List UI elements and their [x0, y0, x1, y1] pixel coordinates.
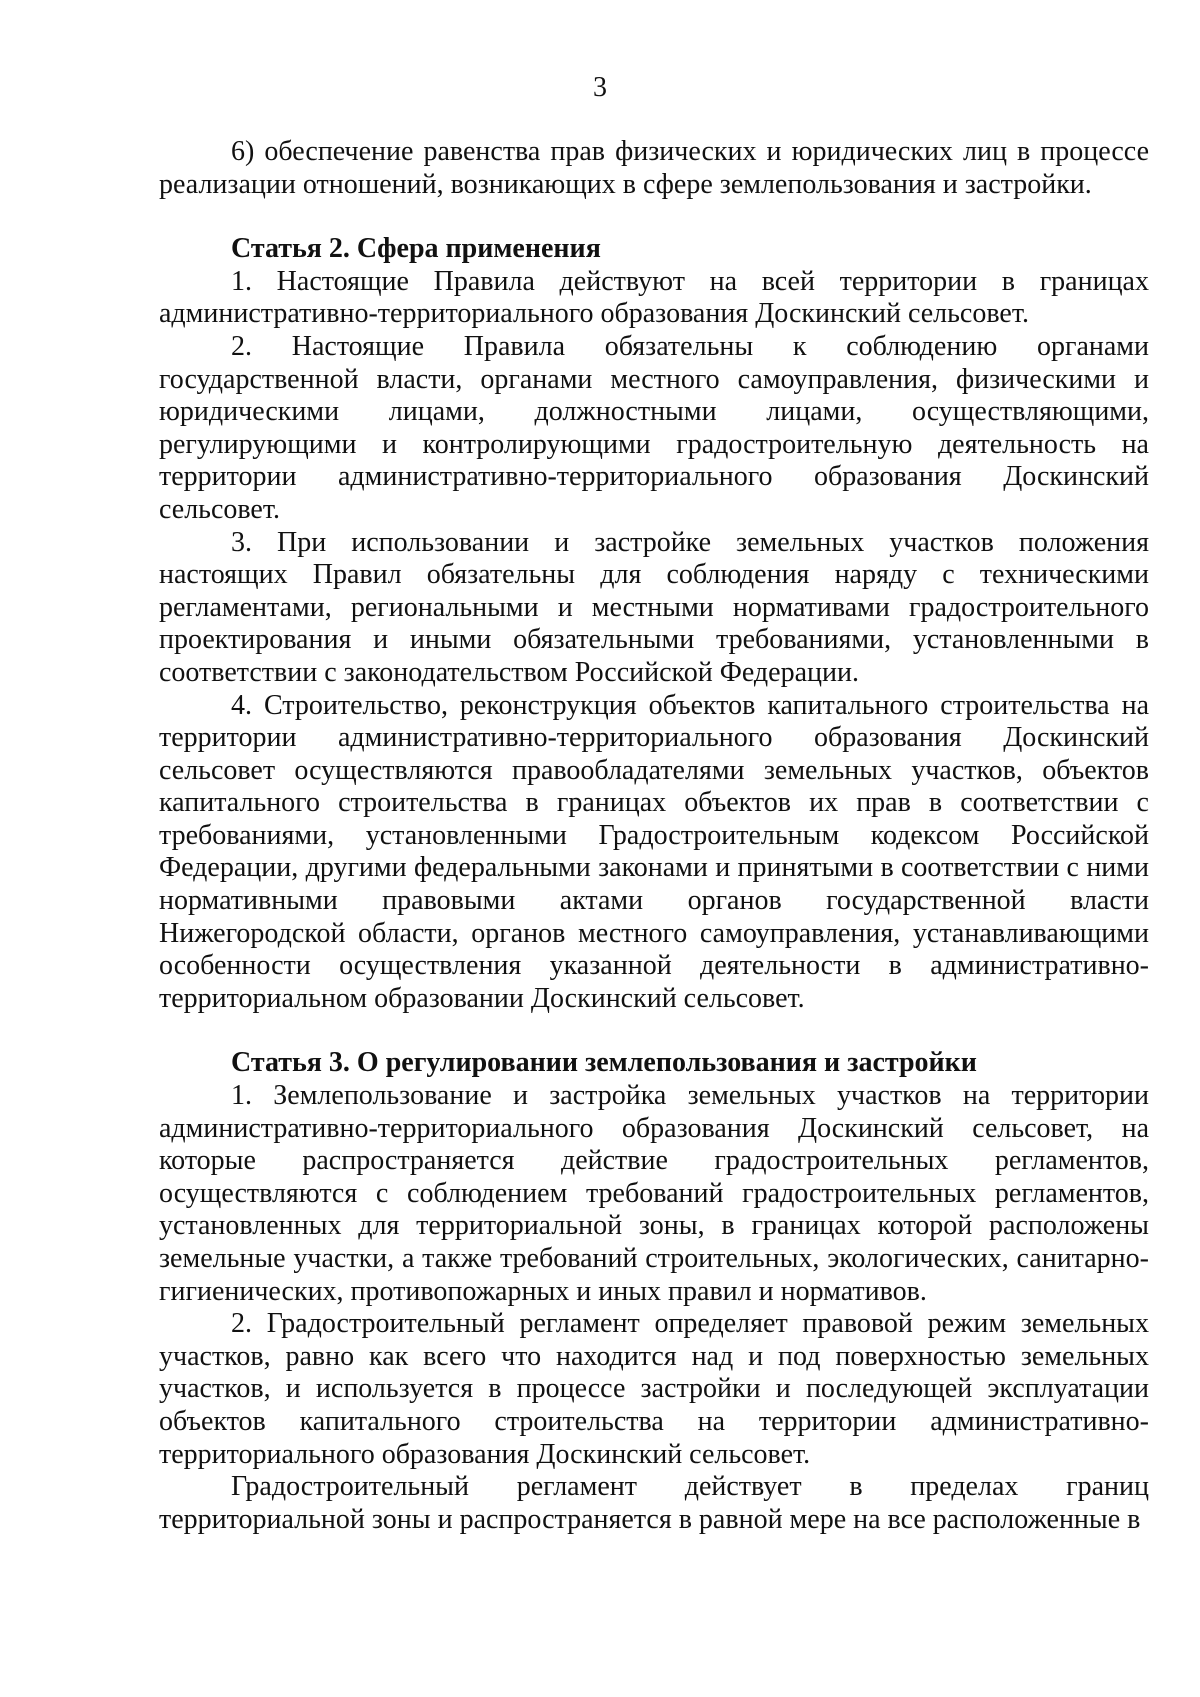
article-heading: Статья 2. Сфера применения	[231, 233, 601, 265]
paragraph: 6) обеспечение равенства прав физических и юридических лиц в процессе реализации отношений, возникающих в сфере землепользования и застройки.	[159, 136, 1149, 200]
paragraph: 3. При использовании и застройке земельных участков положения настоящих Правил обязательны для соблюдения наряду с техническими регламентами, региональными и местными нормативами градостроительного проектирования и иными обязательными требованиями, установленными в соответствии с законодательством Российской Федерации.	[159, 526, 1149, 688]
paragraph: 1. Землепользование и застройка земельных участков на территории административно-территориального образования Доскинский сельсовет, на которые распространяется действие градостроительных регламентов, осуществляются с соблюдением требований градостроительных регламентов, установленных для территориальной зоны, в границах которой расположены земельные участки, а также требований строительных, экологических, санитарно-гигиенических, противопожарных и иных правил и нормативов.	[159, 1080, 1149, 1307]
document-body	[159, 136, 1149, 1536]
paragraph: Градостроительный регламент действует в пределах границ территориальной зоны и распространяется в равной мере на все расположенные в	[159, 1471, 1149, 1535]
page-number: 3	[593, 72, 607, 103]
article-heading: Статья 3. О регулировании землепользования и застройки	[231, 1047, 977, 1079]
paragraph: 4. Строительство, реконструкция объектов капитального строительства на территории административно-территориального образования Доскинский сельсовет осуществляются правообладателями земельных участков, объектов капитального строительства в границах объектов их прав в соответствии с требованиями, установленными Градостроительным кодексом Российской Федерации, другими федеральными законами и принятыми в соответствии с ними нормативными правовыми актами органов государственной власти Нижегородской области, органов местного самоуправления, устанавливающими особенности осуществления указанной деятельности в административно-территориальном образовании Доскинский сельсовет.	[159, 689, 1149, 1014]
paragraph: 2. Градостроительный регламент определяет правовой режим земельных участков, равно как всего что находится над и под поверхностью земельных участков, и используется в процессе застройки и последующей эксплуатации объектов капитального строительства на территории административно-территориального образования Доскинский сельсовет.	[159, 1308, 1149, 1470]
paragraph: 1. Настоящие Правила действуют на всей территории в границах административно-территориального образования Доскинский сельсовет.	[159, 265, 1149, 330]
paragraph: 2. Настоящие Правила обязательны к соблюдению органами государственной власти, органами местного самоуправления, физическими и юридическими лицами, должностными лицами, осуществляющими, регулирующими и контролирующими градостроительную деятельность на территории административно-территориального образования Доскинский сельсовет.	[159, 330, 1149, 525]
